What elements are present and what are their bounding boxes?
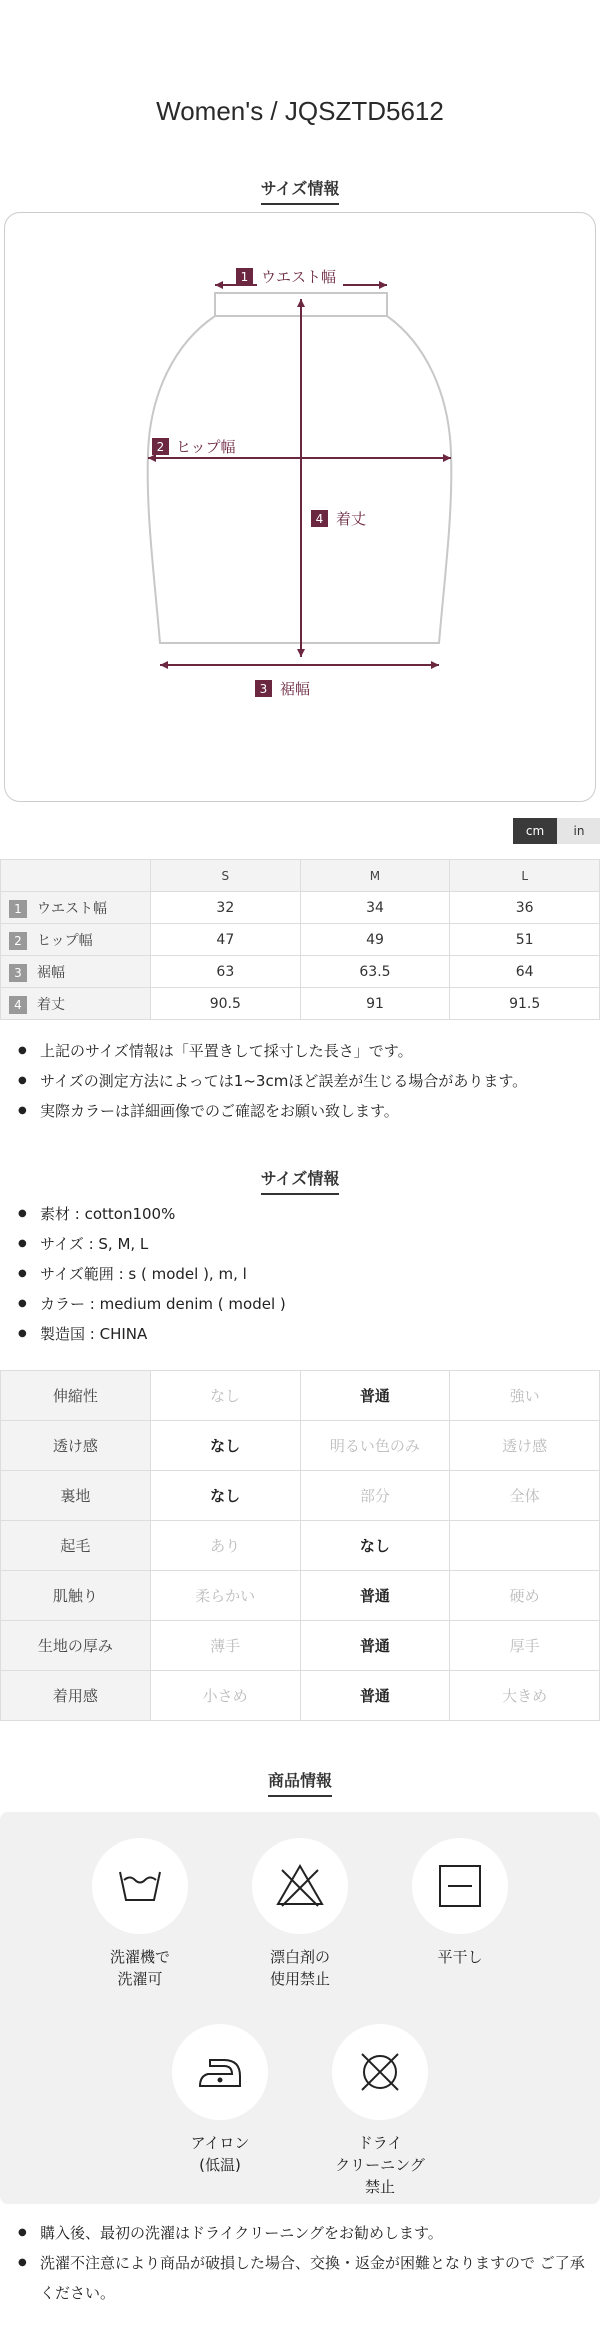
table-row bbox=[1, 1471, 600, 1521]
table-row bbox=[1, 1671, 600, 1721]
attribute-option: 薄手 bbox=[150, 1621, 300, 1671]
attribute-option: 普通 bbox=[300, 1671, 450, 1721]
svg-text:2: 2 bbox=[156, 440, 165, 454]
table-row: 3 裾幅 63 63.5 64 bbox=[1, 956, 600, 988]
product-info-heading: 商品情報 bbox=[0, 1768, 600, 1797]
attribute-option: 普通 bbox=[300, 1621, 450, 1671]
care-notes bbox=[18, 2218, 588, 2308]
skirt-diagram bbox=[5, 213, 597, 803]
table-row bbox=[1, 1371, 600, 1421]
attribute-option: 小さめ bbox=[150, 1671, 300, 1721]
attribute-option: 柔らかい bbox=[150, 1571, 300, 1621]
attribute-name: 伸縮性 bbox=[1, 1371, 151, 1421]
wash-tub-icon bbox=[114, 1860, 166, 1912]
size-diagram bbox=[4, 212, 596, 802]
svg-text:裾幅: 裾幅 bbox=[280, 680, 311, 698]
svg-text:4: 4 bbox=[315, 512, 324, 526]
size-table-header bbox=[1, 860, 600, 892]
list-item: ● サイズの測定方法によっては1~3cmほど誤差が生じる場合があります。 bbox=[18, 1066, 588, 1096]
attribute-option: 厚手 bbox=[450, 1621, 600, 1671]
attribute-option: なし bbox=[150, 1421, 300, 1471]
list-item: ● サイズ : S, M, L bbox=[18, 1229, 588, 1259]
care-item: 洗濯機で 洗濯可 bbox=[70, 1838, 210, 1990]
unit-in-button[interactable]: in bbox=[557, 818, 600, 844]
size-table bbox=[0, 859, 600, 1020]
attribute-option: 透け感 bbox=[450, 1421, 600, 1471]
size-col-s: S bbox=[151, 860, 301, 892]
attribute-name: 透け感 bbox=[1, 1421, 151, 1471]
attribute-option bbox=[450, 1521, 600, 1571]
list-item: ● 実際カラーは詳細画像でのご確認をお願い致します。 bbox=[18, 1096, 588, 1126]
table-row bbox=[1, 1571, 600, 1621]
iron-low-icon bbox=[194, 2046, 246, 2098]
svg-text:ヒップ幅: ヒップ幅 bbox=[176, 438, 236, 456]
hip-label bbox=[152, 438, 236, 456]
care-item: アイロン (低温) bbox=[150, 2024, 290, 2176]
attribute-name: 生地の厚み bbox=[1, 1621, 151, 1671]
care-item: 平干し bbox=[390, 1838, 530, 1968]
spec-heading: サイズ情報 bbox=[0, 1166, 600, 1195]
attribute-option: 普通 bbox=[300, 1371, 450, 1421]
size-col-m: M bbox=[300, 860, 450, 892]
attribute-option: 明るい色のみ bbox=[300, 1421, 450, 1471]
size-col-l: L bbox=[450, 860, 600, 892]
attribute-name: 裏地 bbox=[1, 1471, 151, 1521]
svg-text:着丈: 着丈 bbox=[336, 510, 367, 528]
size-notes bbox=[18, 1036, 588, 1126]
list-item: ● カラー : medium denim ( model ) bbox=[18, 1289, 588, 1319]
attribute-option: あり bbox=[150, 1521, 300, 1571]
skirt-outline bbox=[148, 293, 452, 643]
flat-dry-icon bbox=[434, 1860, 486, 1912]
table-row: 2 ヒップ幅 47 49 51 bbox=[1, 924, 600, 956]
attribute-name: 肌触り bbox=[1, 1571, 151, 1621]
table-row bbox=[1, 1621, 600, 1671]
list-item: ● 製造国 : CHINA bbox=[18, 1319, 588, 1349]
care-item: ドライ クリーニング 禁止 bbox=[310, 2024, 450, 2198]
waist-label bbox=[236, 267, 343, 287]
unit-toggle bbox=[513, 818, 600, 844]
table-row bbox=[1, 1521, 600, 1571]
attribute-option: 大きめ bbox=[450, 1671, 600, 1721]
attribute-option: 硬め bbox=[450, 1571, 600, 1621]
length-label bbox=[311, 510, 366, 528]
size-info-heading: サイズ情報 bbox=[0, 176, 600, 205]
care-item: 漂白剤の 使用禁止 bbox=[230, 1838, 370, 1990]
attribute-option: なし bbox=[150, 1371, 300, 1421]
list-item: ● 素材 : cotton100% bbox=[18, 1199, 588, 1229]
attribute-option: 強い bbox=[450, 1371, 600, 1421]
care-panel bbox=[0, 1812, 600, 2204]
attribute-option: 部分 bbox=[300, 1471, 450, 1521]
list-item: ● 上記のサイズ情報は「平置きして採寸した長さ」です。 bbox=[18, 1036, 588, 1066]
attribute-option: なし bbox=[150, 1471, 300, 1521]
attribute-table bbox=[0, 1370, 600, 1721]
table-row: 4 着丈 90.5 91 91.5 bbox=[1, 988, 600, 1020]
list-item: ● 洗濯不注意により商品が破損した場合、交換・返金が困難となりますので ご了承ください。 bbox=[18, 2248, 588, 2308]
hem-label bbox=[255, 680, 310, 698]
attribute-option: 全体 bbox=[450, 1471, 600, 1521]
attribute-option: 普通 bbox=[300, 1571, 450, 1621]
spec-list bbox=[18, 1199, 588, 1349]
attribute-name: 着用感 bbox=[1, 1671, 151, 1721]
table-row: 1 ウエスト幅 32 34 36 bbox=[1, 892, 600, 924]
list-item: ● サイズ範囲 : s ( model ), m, l bbox=[18, 1259, 588, 1289]
svg-text:1: 1 bbox=[240, 270, 249, 284]
product-title: Women's / JQSZTD5612 bbox=[156, 96, 444, 126]
attribute-option: なし bbox=[300, 1521, 450, 1571]
unit-cm-button[interactable]: cm bbox=[513, 818, 557, 844]
svg-text:3: 3 bbox=[259, 682, 268, 696]
list-item: ● 購入後、最初の洗濯はドライクリーニングをお勧めします。 bbox=[18, 2218, 588, 2248]
table-row bbox=[1, 1421, 600, 1471]
no-dry-clean-icon bbox=[354, 2046, 406, 2098]
no-bleach-icon bbox=[274, 1860, 326, 1912]
svg-text:ウエスト幅: ウエスト幅 bbox=[261, 268, 337, 286]
attribute-name: 起毛 bbox=[1, 1521, 151, 1571]
